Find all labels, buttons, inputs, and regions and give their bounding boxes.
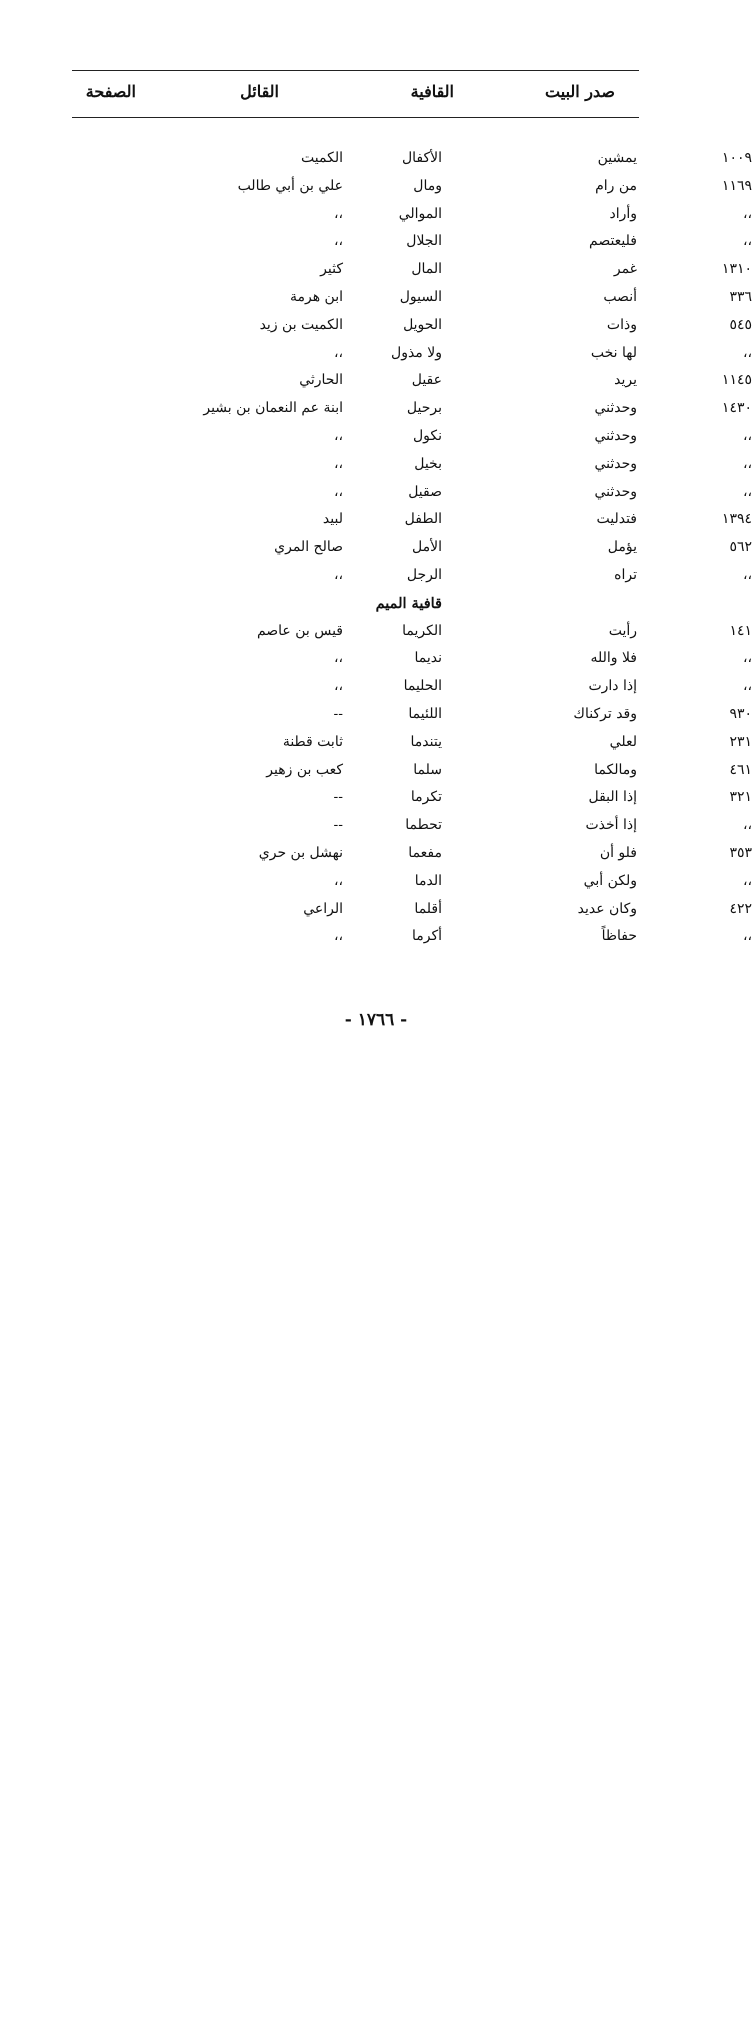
cell-sadr: لعلي: [609, 733, 637, 750]
cell-page: ،،: [742, 817, 752, 834]
cell-qafia: نديما: [414, 650, 442, 667]
cell-page: ١٠٠٩: [721, 150, 752, 166]
table-row: [0, 757, 752, 785]
cell-qail: كثير: [320, 261, 343, 278]
cell-page: ١١٤٥: [721, 372, 752, 389]
cell-sadr: وقد تركناك: [573, 705, 637, 722]
table-row: [0, 479, 752, 507]
cell-qafia: عقيل: [411, 372, 442, 389]
cell-sadr: رأيت: [608, 622, 637, 639]
cell-qafia: أكرما: [411, 928, 442, 945]
cell-qail: ،،: [333, 205, 343, 222]
cell-page: ،،: [742, 205, 752, 222]
cell-page: ١٤٣٠: [721, 400, 752, 417]
cell-sadr: وحدثني: [594, 455, 637, 472]
cell-qail: ،،: [333, 483, 343, 500]
table-row: [0, 645, 752, 673]
table-row: [0, 256, 752, 284]
table-row: [0, 395, 752, 423]
table-row: [0, 340, 752, 368]
column-header-page: الصفحة: [85, 82, 136, 101]
cell-sadr: ولكن أبي: [583, 872, 637, 889]
cell-page: ،،: [742, 678, 752, 695]
cell-page: ١١٦٩: [721, 177, 752, 194]
cell-qafia: تحطما: [405, 817, 442, 834]
table-row: [0, 812, 752, 840]
cell-sadr: فتدليت: [596, 511, 637, 528]
cell-qafia: الطفل: [404, 511, 442, 528]
cell-sadr: إذا أخذت: [585, 817, 637, 834]
cell-qail: ،،: [333, 928, 343, 945]
cell-qail: --: [333, 817, 343, 834]
cell-qail: ،،: [333, 427, 343, 444]
cell-page: ٣٢١: [729, 789, 752, 806]
table-row: [0, 923, 752, 951]
cell-sadr: لها نخب: [590, 344, 637, 361]
cell-qafia: يتندما: [410, 733, 442, 750]
cell-sadr: وأراد: [609, 205, 637, 222]
cell-qafia: المال: [411, 261, 442, 278]
cell-qail: --: [333, 789, 343, 806]
index-table-body: [0, 145, 752, 951]
cell-page: ٤٦١: [729, 761, 752, 778]
column-header-qafia: القافية: [410, 82, 454, 101]
page-number: - ١٧٦٦ -: [344, 1010, 408, 1030]
cell-page: ٢٣١: [729, 733, 752, 750]
column-header-sadr: صدر البيت: [545, 82, 615, 101]
cell-page: ١٣١٠: [721, 261, 752, 278]
table-row: [0, 284, 752, 312]
cell-qail: علي بن أبي طالب: [237, 177, 343, 194]
cell-sadr: حفاظاً: [601, 928, 637, 945]
cell-sadr: أنصب: [603, 288, 637, 305]
cell-qail: ،،: [333, 678, 343, 695]
table-row: [0, 451, 752, 479]
cell-qail: ،،: [333, 650, 343, 667]
cell-sadr: إذا البقل: [588, 789, 637, 806]
cell-qail: لبيد: [322, 511, 343, 528]
cell-qafia: سلما: [413, 761, 442, 778]
cell-qafia: الكريما: [402, 622, 442, 639]
table-row: [0, 562, 752, 590]
cell-qafia: برحيل: [406, 400, 442, 417]
cell-sadr: وكان عديد: [577, 900, 637, 917]
cell-qail: ابن هرمة: [289, 288, 343, 305]
cell-qafia: ومال: [413, 177, 442, 194]
table-row: [0, 423, 752, 451]
cell-page: ٩٣٠: [729, 705, 752, 722]
cell-qafia: أقلما: [414, 900, 442, 917]
cell-qail: ابنة عم النعمان بن بشير: [203, 400, 343, 417]
cell-sadr: وحدثني: [594, 427, 637, 444]
table-row: [0, 729, 752, 757]
cell-qail: ،،: [333, 872, 343, 889]
cell-qail: صالح المري: [274, 539, 343, 556]
cell-qafia: نكول: [412, 427, 442, 444]
cell-qafia: الجلال: [406, 233, 442, 250]
header-top-rule: [72, 70, 639, 71]
cell-qafia: اللئيما: [408, 705, 442, 722]
cell-qail: كعب بن زهير: [266, 761, 343, 778]
cell-qail: الراعي: [303, 900, 343, 917]
cell-qafia: مفعما: [408, 844, 442, 861]
header-bottom-rule: [72, 117, 639, 118]
cell-qail: ،،: [333, 455, 343, 472]
cell-page: ،،: [742, 455, 752, 472]
table-row: [0, 868, 752, 896]
cell-page: ،،: [742, 233, 752, 250]
cell-sadr: تراه: [614, 566, 637, 583]
cell-page: ٤٢٢: [729, 900, 752, 917]
cell-qail: الحارثي: [299, 372, 343, 389]
cell-sadr: غمر: [613, 261, 637, 278]
table-row: [0, 701, 752, 729]
cell-sadr: وحدثني: [594, 483, 637, 500]
cell-qafia: بخيل: [414, 455, 442, 472]
cell-qail: نهشل بن حري: [258, 844, 343, 861]
cell-sadr: وذات: [606, 316, 637, 333]
cell-qafia: الرجل: [406, 566, 442, 583]
table-row: [0, 673, 752, 701]
table-row: [0, 201, 752, 229]
cell-qafia: ولا مذول: [391, 344, 442, 361]
cell-qafia: الموالي: [398, 205, 442, 222]
table-row: [0, 896, 752, 924]
cell-page: ١٤١: [729, 622, 752, 639]
cell-sadr: يريد: [614, 372, 637, 389]
cell-page: ،،: [742, 566, 752, 583]
cell-qafia: الدما: [414, 872, 442, 889]
column-header-qail: القائل: [240, 82, 279, 101]
cell-page: ،،: [742, 650, 752, 667]
cell-sadr: يمشين: [597, 150, 637, 166]
cell-qail: --: [333, 705, 343, 722]
table-row: [0, 145, 752, 173]
cell-sadr: يؤمل: [607, 539, 637, 556]
cell-qafia: السيول: [399, 288, 442, 305]
cell-qafia: تكرما: [410, 789, 442, 806]
cell-qail: الكميت: [301, 150, 343, 166]
cell-sadr: وحدثني: [594, 400, 637, 417]
cell-qafia: الأمل: [412, 539, 442, 556]
cell-page: ٣٥٣: [729, 844, 752, 861]
cell-qail: ثابت قطنة: [282, 733, 343, 750]
table-row: [0, 618, 752, 646]
cell-qail: الكميت بن زيد: [259, 316, 343, 333]
cell-qail: ،،: [333, 344, 343, 361]
cell-sadr: إذا دارت: [588, 678, 637, 695]
cell-qail: ،،: [333, 233, 343, 250]
cell-page: ،،: [742, 427, 752, 444]
table-row: [0, 506, 752, 534]
cell-page: ٣٣٦: [729, 288, 752, 305]
table-row: [0, 367, 752, 395]
section-title: قافية الميم: [375, 594, 442, 612]
cell-sadr: فلا والله: [590, 650, 637, 667]
cell-qafia: الحويل: [403, 316, 442, 333]
section-header-row: [0, 590, 752, 618]
cell-page: ٥٤٥: [729, 316, 752, 333]
cell-qail: قيس بن عاصم: [256, 622, 343, 639]
table-row: [0, 534, 752, 562]
table-row: [0, 784, 752, 812]
cell-page: ،،: [742, 483, 752, 500]
cell-qafia: صقيل: [408, 483, 442, 500]
cell-qail: ،،: [333, 566, 343, 583]
cell-page: ،،: [742, 928, 752, 945]
cell-page: ،،: [742, 872, 752, 889]
cell-page: ،،: [742, 344, 752, 361]
table-row: [0, 228, 752, 256]
cell-sadr: من رام: [595, 177, 637, 194]
cell-qafia: الحليما: [403, 678, 442, 695]
table-row: [0, 840, 752, 868]
cell-qafia: الأكفال: [401, 150, 442, 166]
cell-sadr: ومالكما: [594, 761, 637, 778]
cell-sadr: فليعتصم: [589, 233, 637, 250]
cell-page: ٥٦٢: [729, 539, 752, 556]
table-row: [0, 312, 752, 340]
table-row: [0, 173, 752, 201]
cell-page: ١٣٩٤: [721, 511, 752, 528]
cell-sadr: فلو أن: [599, 844, 637, 861]
